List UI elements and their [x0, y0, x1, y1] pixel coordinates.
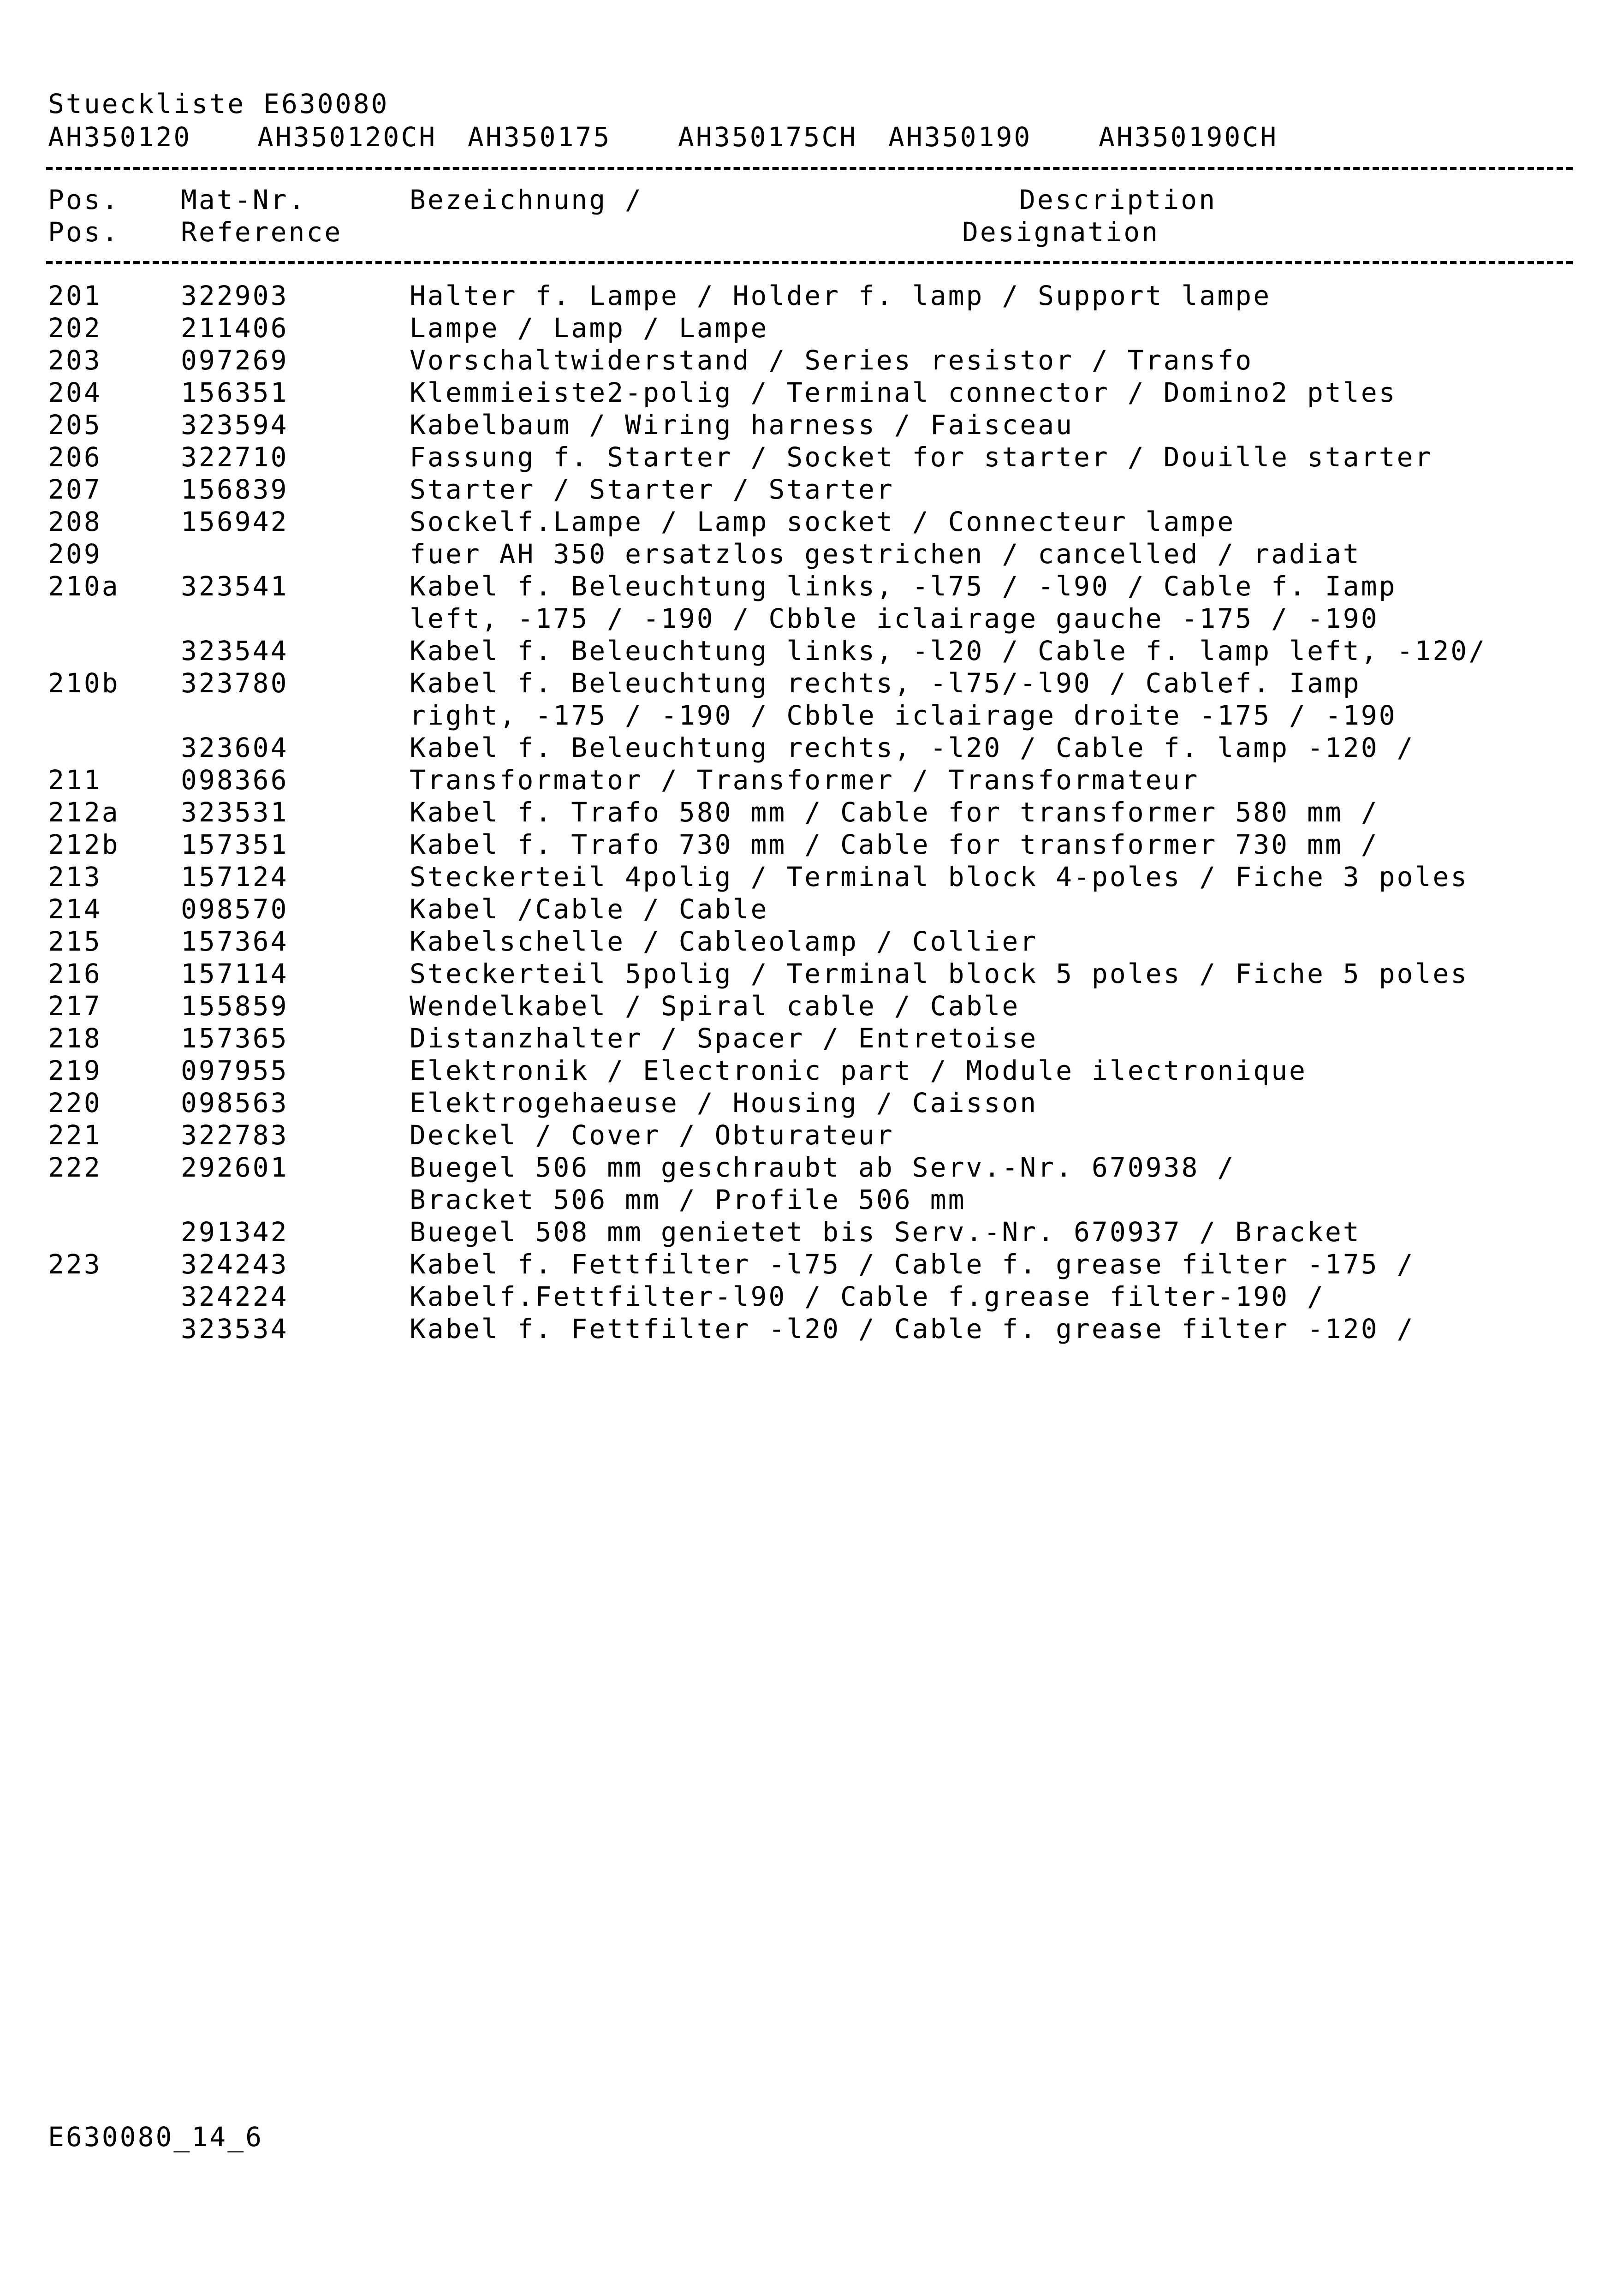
description-cell: Lampe / Lamp / Lampe — [410, 312, 769, 344]
table-row — [0, 799, 1617, 831]
column-header-bezeichnung: Bezeichnung / — [410, 184, 643, 215]
table-row — [0, 1057, 1617, 1089]
description-cell: Kabel f. Beleuchtung rechts, -l20 / Cable f. lamp -120 / — [410, 732, 1415, 763]
description-cell: Kabel f. Fettfilter -l75 / Cable f. grease filter -175 / — [410, 1249, 1415, 1280]
table-row — [0, 702, 1617, 734]
pos-cell: 204 — [48, 377, 102, 408]
table-row — [0, 893, 1617, 928]
mat-nr-cell: 324243 — [181, 1249, 289, 1280]
mat-nr-cell: 098570 — [181, 893, 289, 925]
description-cell: Fassung f. Starter / Socket for starter / Douille starter — [410, 441, 1433, 473]
dashed-rule — [46, 167, 1573, 170]
pos-cell: 219 — [48, 1055, 102, 1086]
mat-nr-cell: 323531 — [181, 797, 289, 828]
table-row — [0, 573, 1617, 605]
model-number: AH350175CH — [678, 121, 858, 153]
table-row — [0, 1186, 1617, 1219]
mat-nr-cell: 157351 — [181, 829, 289, 860]
model-number: AH350175 — [468, 121, 612, 153]
mat-nr-cell: 157365 — [181, 1023, 289, 1054]
table-row — [0, 990, 1617, 1025]
model-number: AH350190CH — [1099, 121, 1278, 153]
mat-nr-cell: 322783 — [181, 1119, 289, 1151]
description-cell: Kabelschelle / Cableolamp / Collier — [410, 926, 1038, 957]
pos-cell: 212a — [48, 797, 120, 828]
description-cell: Deckel / Cover / Obturateur — [410, 1119, 894, 1151]
table-row — [0, 637, 1617, 670]
pos-cell: 207 — [48, 474, 102, 505]
pos-cell: 220 — [48, 1087, 102, 1118]
description-cell: Transformator / Transformer / Transformateur — [410, 764, 1200, 796]
description-cell: Halter f. Lampe / Holder f. lamp / Support lampe — [410, 280, 1272, 311]
description-cell: Kabel f. Beleuchtung links, -l20 / Cable f. lamp left, -120/ — [410, 635, 1487, 666]
description-cell: Distanzhalter / Spacer / Entretoise — [410, 1023, 1038, 1054]
column-header-designation: Designation — [962, 216, 1160, 248]
mat-nr-cell: 323544 — [181, 635, 289, 666]
table-row — [0, 1216, 1617, 1251]
description-cell: right, -175 / -190 / Cbble iclairage droite -175 / -190 — [410, 700, 1397, 731]
table-row — [0, 1119, 1617, 1154]
table-row — [0, 831, 1617, 863]
table-row — [0, 863, 1617, 896]
table-row — [0, 667, 1617, 702]
pos-cell: 223 — [48, 1249, 102, 1280]
pos-cell: 213 — [48, 861, 102, 892]
mat-nr-cell: 157364 — [181, 926, 289, 957]
model-number: AH350120 — [48, 121, 192, 153]
pos-cell: 214 — [48, 893, 102, 925]
description-cell: fuer AH 350 ersatzlos gestrichen / cancelled / radiat — [410, 538, 1361, 570]
column-header-reference: Reference — [181, 216, 343, 248]
table-row — [0, 538, 1617, 573]
description-cell: Elektronik / Electronic part / Module ilectronique — [410, 1055, 1307, 1086]
pos-cell: 206 — [48, 441, 102, 473]
pos-cell: 217 — [48, 990, 102, 1022]
column-header-pos-fr: Pos. — [48, 216, 120, 248]
description-cell: Sockelf.Lampe / Lamp socket / Connecteur lampe — [410, 506, 1236, 537]
description-cell: Buegel 508 mm genietet bis Serv.-Nr. 670937 / Bracket — [410, 1216, 1361, 1248]
table-row — [0, 1089, 1617, 1122]
table-row — [0, 1283, 1617, 1315]
table-row — [0, 928, 1617, 960]
description-cell: Kabel f. Beleuchtung rechts, -l75/-l90 / Cablef. Iamp — [410, 667, 1361, 699]
table-row — [0, 411, 1617, 444]
table-row — [0, 734, 1617, 767]
mat-nr-cell: 291342 — [181, 1216, 289, 1248]
mat-nr-cell: 323541 — [181, 571, 289, 602]
description-cell: Kabel f. Trafo 580 mm / Cable for transformer 580 mm / — [410, 797, 1379, 828]
pos-cell: 205 — [48, 409, 102, 440]
table-row — [0, 1154, 1617, 1186]
table-row — [0, 441, 1617, 476]
pos-cell: 211 — [48, 764, 102, 796]
pos-cell: 222 — [48, 1152, 102, 1183]
mat-nr-cell: 156351 — [181, 377, 289, 408]
table-row — [0, 1251, 1617, 1283]
description-cell: Kabel f. Trafo 730 mm / Cable for transformer 730 mm / — [410, 829, 1379, 860]
pos-cell: 201 — [48, 280, 102, 311]
pos-cell: 202 — [48, 312, 102, 344]
table-row — [0, 379, 1617, 411]
mat-nr-cell: 157124 — [181, 861, 289, 892]
pos-cell: 218 — [48, 1023, 102, 1054]
pos-cell: 208 — [48, 506, 102, 537]
mat-nr-cell: 323534 — [181, 1313, 289, 1344]
pos-cell: 203 — [48, 345, 102, 376]
document-title: Stueckliste E630080 — [48, 88, 389, 119]
model-number: AH350190 — [888, 121, 1032, 153]
description-cell: Starter / Starter / Starter — [410, 474, 894, 505]
mat-nr-cell: 324224 — [181, 1281, 289, 1312]
model-number: AH350120CH — [257, 121, 437, 153]
description-cell: Kabel /Cable / Cable — [410, 893, 769, 925]
mat-nr-cell: 097955 — [181, 1055, 289, 1086]
description-cell: Kabel f. Fettfilter -l20 / Cable f. grease filter -120 / — [410, 1313, 1415, 1344]
mat-nr-cell: 322710 — [181, 441, 289, 473]
table-row — [0, 508, 1617, 541]
description-cell: Kabelf.Fettfilter-l90 / Cable f.grease filter-190 / — [410, 1281, 1325, 1312]
mat-nr-cell: 322903 — [181, 280, 289, 311]
column-header-description: Description — [1019, 184, 1217, 215]
column-header-mat-nr: Mat-Nr. — [181, 184, 307, 215]
dashed-rule — [46, 261, 1573, 264]
mat-nr-cell: 098563 — [181, 1087, 289, 1118]
pos-cell: 210b — [48, 667, 120, 699]
table-row — [0, 764, 1617, 799]
page-footer-code: E630080_14_6 — [48, 2121, 264, 2153]
description-cell: Vorschaltwiderstand / Series resistor / Transfo — [410, 345, 1254, 376]
description-cell: Kabelbaum / Wiring harness / Faisceau — [410, 409, 1074, 440]
description-cell: Elektrogehaeuse / Housing / Caisson — [410, 1087, 1038, 1118]
pos-cell: 210a — [48, 571, 120, 602]
description-cell: left, -175 / -190 / Cbble iclairage gauche -175 / -190 — [410, 603, 1379, 634]
description-cell: Buegel 506 mm geschraubt ab Serv.-Nr. 670938 / — [410, 1152, 1236, 1183]
pos-cell: 221 — [48, 1119, 102, 1151]
table-row — [0, 605, 1617, 637]
mat-nr-cell: 097269 — [181, 345, 289, 376]
mat-nr-cell: 155859 — [181, 990, 289, 1022]
mat-nr-cell: 156839 — [181, 474, 289, 505]
description-cell: Bracket 506 mm / Profile 506 mm — [410, 1184, 966, 1215]
description-cell: Steckerteil 5polig / Terminal block 5 poles / Fiche 5 poles — [410, 958, 1469, 989]
mat-nr-cell: 211406 — [181, 312, 289, 344]
mat-nr-cell: 098366 — [181, 764, 289, 796]
pos-cell: 215 — [48, 926, 102, 957]
mat-nr-cell: 323604 — [181, 732, 289, 763]
pos-cell: 216 — [48, 958, 102, 989]
table-row — [0, 282, 1617, 315]
description-cell: Klemmieiste2-polig / Terminal connector / Domino2 ptles — [410, 377, 1397, 408]
table-row — [0, 1315, 1617, 1348]
table-row — [0, 312, 1617, 347]
mat-nr-cell: 157114 — [181, 958, 289, 989]
table-row — [0, 960, 1617, 993]
mat-nr-cell: 292601 — [181, 1152, 289, 1183]
mat-nr-cell: 323594 — [181, 409, 289, 440]
mat-nr-cell: 156942 — [181, 506, 289, 537]
mat-nr-cell: 323780 — [181, 667, 289, 699]
table-row — [0, 476, 1617, 508]
description-cell: Wendelkabel / Spiral cable / Cable — [410, 990, 1020, 1022]
description-cell: Steckerteil 4polig / Terminal block 4-poles / Fiche 3 poles — [410, 861, 1469, 892]
column-header-pos: Pos. — [48, 184, 120, 215]
table-row — [0, 347, 1617, 379]
table-row — [0, 1025, 1617, 1057]
pos-cell: 209 — [48, 538, 102, 570]
description-cell: Kabel f. Beleuchtung links, -l75 / -l90 / Cable f. Iamp — [410, 571, 1397, 602]
pos-cell: 212b — [48, 829, 120, 860]
